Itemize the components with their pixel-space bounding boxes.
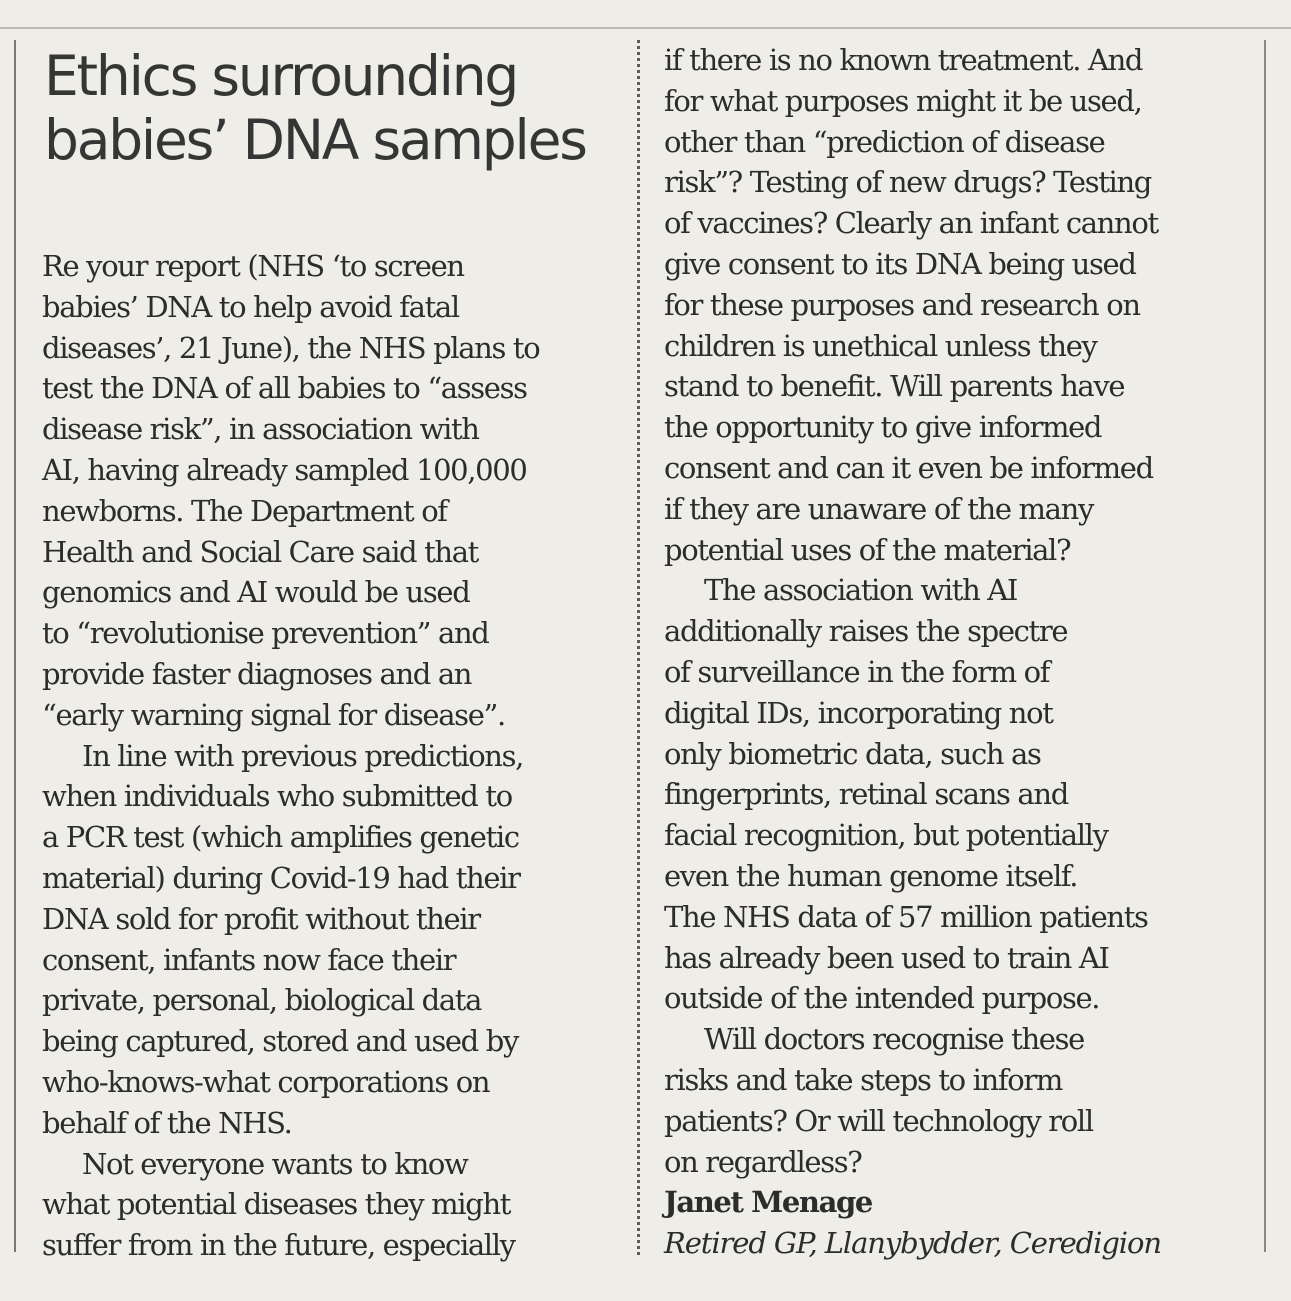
body-line: consent, infants now face their bbox=[42, 942, 456, 977]
body-line: who-knows-what corporations on bbox=[42, 1064, 490, 1099]
body-line: potential uses of the material? bbox=[664, 532, 1071, 567]
body-line: give consent to its DNA being used bbox=[664, 246, 1136, 281]
body-line: private, personal, biological data bbox=[42, 983, 482, 1018]
body-line: test the DNA of all babies to “assess bbox=[42, 371, 527, 406]
left-column bbox=[42, 246, 632, 1266]
paragraph-start-line: The association with AI bbox=[704, 573, 1017, 608]
body-line: diseases’, 21 June), the NHS plans to bbox=[42, 330, 540, 365]
body-line: additionally raises the spectre bbox=[664, 614, 1068, 649]
body-line: patients? Or will technology roll bbox=[664, 1103, 1093, 1138]
body-line: risks and take steps to inform bbox=[664, 1062, 1063, 1097]
body-line: Health and Social Care said that bbox=[42, 534, 478, 569]
right-border-rule bbox=[1264, 40, 1266, 1252]
body-line: children is unethical unless they bbox=[664, 328, 1097, 363]
body-line: risk”? Testing of new drugs? Testing bbox=[664, 165, 1152, 200]
letter-headline bbox=[44, 44, 624, 172]
body-line: when individuals who submitted to bbox=[42, 779, 512, 814]
body-line: consent and can it even be informed bbox=[664, 450, 1153, 485]
body-line: of vaccines? Clearly an infant cannot bbox=[664, 206, 1158, 241]
body-line: for these purposes and research on bbox=[664, 287, 1140, 322]
body-line: facial recognition, but potentially bbox=[664, 818, 1108, 853]
paragraph-start-line: In line with previous predictions, bbox=[82, 738, 524, 773]
body-line: genomics and AI would be used bbox=[42, 575, 470, 610]
headline-line: babies’ DNA samples bbox=[44, 108, 586, 172]
body-line: of surveillance in the form of bbox=[664, 654, 1050, 689]
body-line: stand to benefit. Will parents have bbox=[664, 369, 1125, 404]
body-line: other than “prediction of disease bbox=[664, 124, 1105, 159]
body-line: to “revolutionise prevention” and bbox=[42, 616, 489, 651]
paragraph-start-line: Not everyone wants to know bbox=[82, 1146, 468, 1181]
headline-line: Ethics surrounding bbox=[44, 44, 518, 108]
body-line: fingerprints, retinal scans and bbox=[664, 777, 1068, 812]
body-line: what potential diseases they might bbox=[42, 1187, 511, 1222]
body-line: AI, having already sampled 100,000 bbox=[42, 452, 527, 487]
author-name: Janet Menage bbox=[664, 1185, 872, 1220]
column-divider bbox=[637, 40, 640, 1255]
body-line: “early warning signal for disease”. bbox=[42, 697, 505, 732]
body-line: provide faster diagnoses and an bbox=[42, 656, 472, 691]
paragraph-start-line: Will doctors recognise these bbox=[704, 1022, 1084, 1057]
body-line: has already been used to train AI bbox=[664, 940, 1109, 975]
body-line: Re your report (NHS ‘to screen bbox=[42, 249, 464, 283]
body-line: on regardless? bbox=[664, 1144, 862, 1179]
body-line: outside of the intended purpose. bbox=[664, 981, 1100, 1016]
body-line: if there is no known treatment. And bbox=[664, 43, 1143, 77]
body-line: if they are unaware of the many bbox=[664, 491, 1093, 526]
body-line: for what purposes might it be used, bbox=[664, 83, 1142, 118]
body-line: even the human genome itself. bbox=[664, 858, 1078, 893]
author-title: Retired GP, Llanybydder, Ceredigion bbox=[664, 1226, 1161, 1261]
body-line: material) during Covid-19 had their bbox=[42, 860, 520, 895]
body-line: the opportunity to give informed bbox=[664, 410, 1102, 445]
body-line: babies’ DNA to help avoid fatal bbox=[42, 289, 459, 324]
body-line: digital IDs, incorporating not bbox=[664, 695, 1053, 730]
body-line: only biometric data, such as bbox=[664, 736, 1041, 771]
body-line: behalf of the NHS. bbox=[42, 1105, 292, 1140]
body-line: The NHS data of 57 million patients bbox=[664, 899, 1148, 934]
body-line: being captured, stored and used by bbox=[42, 1024, 519, 1059]
left-border-rule bbox=[14, 40, 16, 1252]
body-line: suffer from in the future, especially bbox=[42, 1228, 515, 1263]
body-line: newborns. The Department of bbox=[42, 493, 447, 528]
right-column bbox=[664, 40, 1254, 1264]
body-line: a PCR test (which amplifies genetic bbox=[42, 820, 519, 855]
body-line: disease risk”, in association with bbox=[42, 412, 479, 447]
top-rule bbox=[0, 27, 1291, 29]
body-line: DNA sold for profit without their bbox=[42, 901, 480, 936]
